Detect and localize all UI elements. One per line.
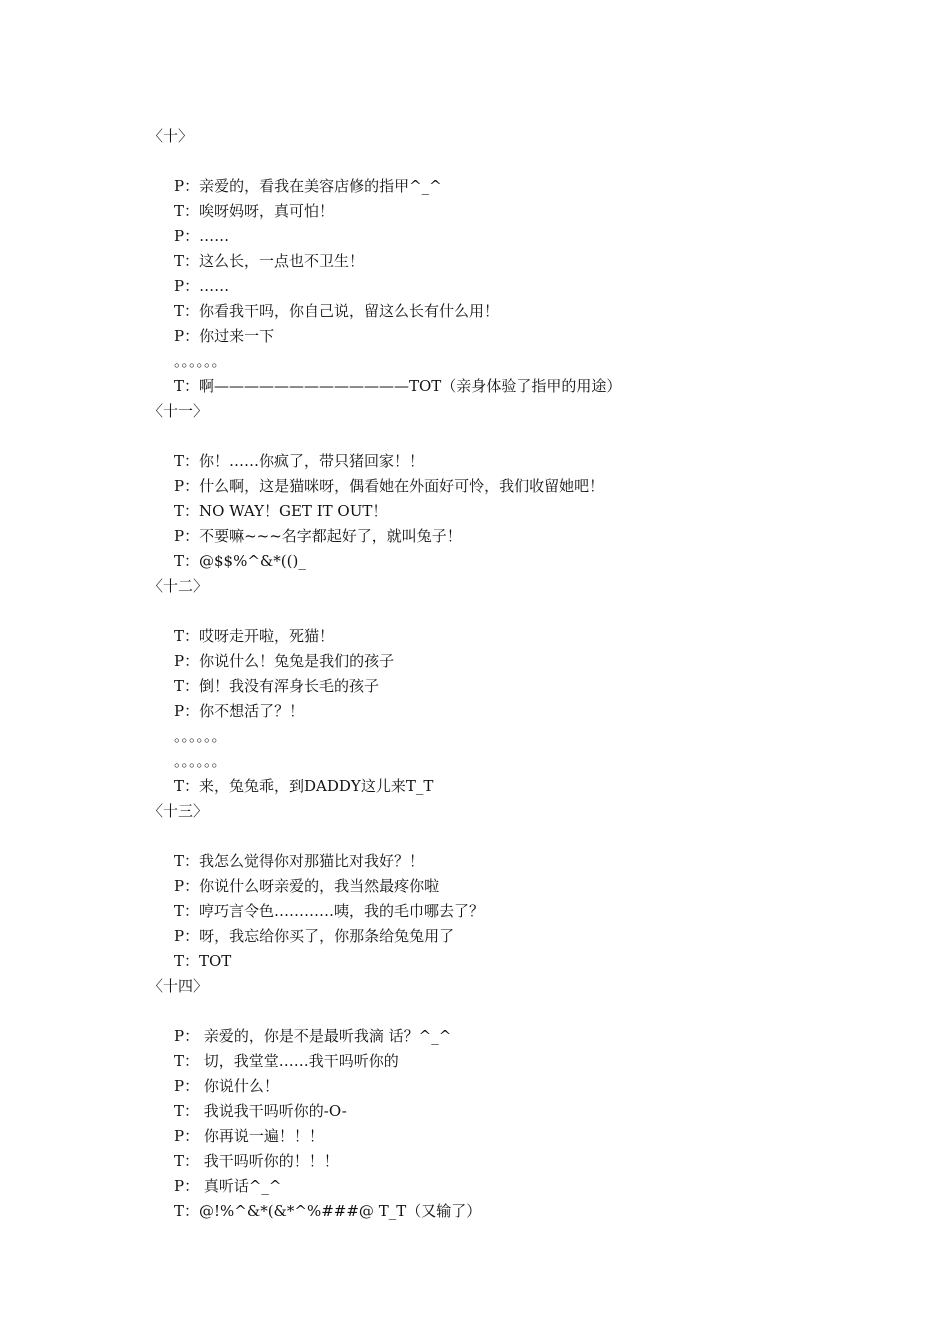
dialogue-line: P：你不想活了？！ [174, 702, 305, 720]
dialogue-line: T：哼巧言令色…………咦，我的毛巾哪去了？ [174, 902, 485, 920]
dialogue-line: P：什么啊，这是猫咪呀，偶看她在外面好可怜，我们收留她吧！ [174, 477, 605, 495]
dialogue-line: T：啊—————————————TOT（亲身体验了指甲的用途） [174, 377, 622, 395]
blank-line [148, 424, 908, 449]
dialogue-line: T：这么长，一点也不卫生！ [174, 252, 365, 270]
dialogue-line: T：你看我干吗，你自己说，留这么长有什么用！ [174, 302, 500, 320]
dialogue-line: T： 我说我干吗听你的-O- [174, 1102, 347, 1120]
dialogue-line: 。。。。。。 [174, 727, 227, 745]
dialogue-line: T：唉呀妈呀，真可怕！ [174, 202, 335, 220]
dialogue-line: T：TOT [174, 952, 232, 970]
document-content [148, 124, 908, 1224]
section [148, 574, 908, 799]
dialogue-line: P：你说什么！兔兔是我们的孩子 [174, 652, 395, 670]
dialogue-line: T：@$$%^&*(()_ [174, 552, 306, 570]
dialogue-line: 。。。。。。 [174, 352, 227, 370]
dialogue-line: T：NO WAY！GET IT OUT！ [174, 502, 388, 520]
dialogue-line: P：亲爱的，看我在美容店修的指甲^_^ [174, 177, 442, 195]
section [148, 124, 908, 399]
dialogue-line: P： 亲爱的，你是不是最听我滴 话？^_^ [174, 1027, 452, 1045]
blank-line [148, 999, 908, 1024]
dialogue-line: T：@!%^&*(&*^%###@ T_T（又输了） [174, 1202, 482, 1220]
dialogue-line: T： 我干吗听你的！！！ [174, 1152, 339, 1170]
dialogue-line: T：你！……你疯了，带只猪回家！！ [174, 452, 425, 470]
dialogue-line: P：你过来一下 [174, 327, 275, 345]
dialogue-line: P：…… [174, 227, 230, 245]
dialogue-line: P：呀，我忘给你买了，你那条给兔兔用了 [174, 927, 455, 945]
dialogue-line: P：…… [174, 277, 230, 295]
dialogue-line: T： 切，我堂堂……我干吗听你的 [174, 1052, 399, 1070]
dialogue-line: T：哎呀走开啦，死猫！ [174, 627, 335, 645]
section [148, 974, 908, 1224]
section [148, 399, 908, 574]
dialogue-line: T：倒！我没有浑身长毛的孩子 [174, 677, 380, 695]
section-header: 〈十一〉 [148, 402, 209, 420]
blank-line [148, 599, 908, 624]
section-header: 〈十二〉 [148, 577, 209, 595]
dialogue-line: 。。。。。。 [174, 752, 227, 770]
blank-line [148, 824, 908, 849]
dialogue-line: P： 你说什么！ [174, 1077, 279, 1095]
blank-line [148, 149, 908, 174]
section-header: 〈十三〉 [148, 802, 209, 820]
section-header: 〈十〉 [148, 127, 194, 145]
dialogue-line: P：不要嘛~~~名字都起好了，就叫兔子！ [174, 527, 462, 545]
dialogue-line: T：我怎么觉得你对那猫比对我好？！ [174, 852, 425, 870]
dialogue-line: P： 真听话^_^ [174, 1177, 282, 1195]
dialogue-line: P： 你再说一遍！！！ [174, 1127, 324, 1145]
section [148, 799, 908, 974]
dialogue-line: P：你说什么呀亲爱的，我当然最疼你啦 [174, 877, 440, 895]
dialogue-line: T：来，兔兔乖，到DADDY这儿来T_T [174, 777, 434, 795]
section-header: 〈十四〉 [148, 977, 209, 995]
